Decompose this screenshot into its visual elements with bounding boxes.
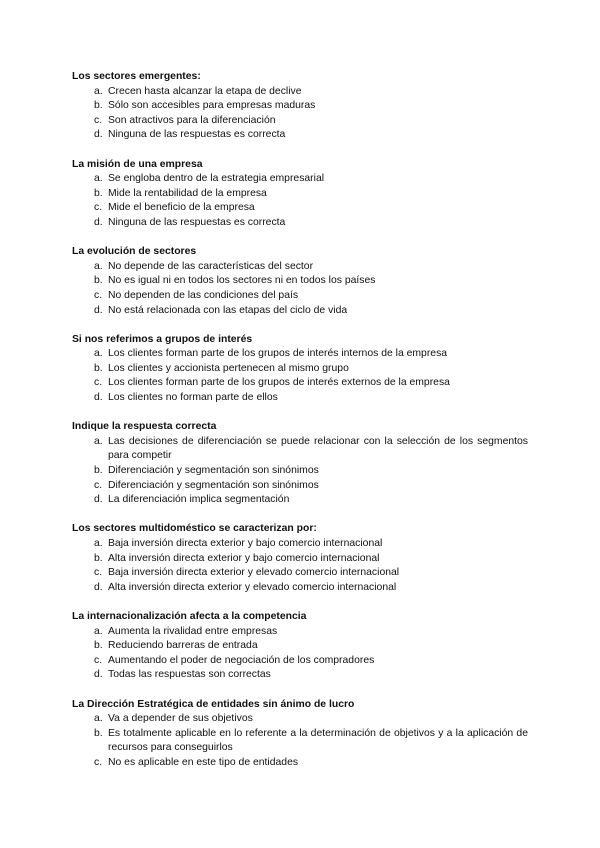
option-letter: c. [94, 756, 103, 768]
option-text: Es totalmente aplicable en lo referente a la determinación de objetivos y a la aplicación de recursos para conseguirlos [108, 727, 528, 754]
options-list [72, 347, 528, 405]
option-letter: c. [94, 479, 103, 491]
option-item [72, 201, 528, 216]
option-letter: c. [94, 654, 103, 666]
option-text: No es igual ni en todos los sectores ni en todos los países [108, 275, 376, 287]
option-item [72, 727, 528, 756]
option-item [72, 479, 528, 494]
option-item [72, 347, 528, 362]
question-title: La internacionalización afecta a la competencia [72, 610, 307, 622]
option-item [72, 114, 528, 129]
question-6 [72, 522, 528, 595]
option-item [72, 376, 528, 391]
option-item [72, 274, 528, 289]
option-text: Mide la rentabilidad de la empresa [108, 187, 267, 199]
question-3 [72, 245, 528, 318]
option-letter: b. [94, 552, 103, 564]
option-item [72, 99, 528, 114]
option-item [72, 756, 528, 771]
option-letter: b. [94, 275, 103, 287]
option-letter: c. [94, 567, 103, 579]
question-2 [72, 158, 528, 231]
option-text: Mide el beneficio de la empresa [108, 202, 255, 214]
option-letter: a. [94, 348, 103, 360]
option-item [72, 362, 528, 377]
question-title: Los sectores multidoméstico se caracterizan por: [72, 523, 317, 535]
option-letter: d. [94, 669, 103, 681]
option-text: Los clientes no forman parte de ellos [108, 392, 278, 404]
option-letter: b. [94, 640, 103, 652]
options-list [72, 625, 528, 683]
option-text: Reduciendo barreras de entrada [108, 640, 258, 652]
option-item [72, 128, 528, 143]
option-text: Los clientes forman parte de los grupos de interés externos de la empresa [108, 377, 450, 389]
option-text: Son atractivos para la diferenciación [108, 114, 276, 126]
option-item [72, 639, 528, 654]
question-title: Los sectores emergentes: [72, 71, 201, 82]
question-title: La misión de una empresa [72, 158, 203, 170]
option-letter: d. [94, 392, 103, 404]
option-text: Baja inversión directa exterior y bajo comercio internacional [108, 538, 383, 549]
option-text: Los clientes y accionista pertenecen al mismo grupo [108, 362, 349, 374]
option-letter: c. [94, 289, 103, 301]
option-text: Los clientes forman parte de los grupos de interés internos de la empresa [108, 348, 448, 360]
question-4 [72, 333, 528, 406]
option-text: Ninguna de las respuestas es correcta [108, 129, 286, 141]
options-list [72, 260, 528, 318]
options-list [72, 172, 528, 230]
options-list [72, 712, 528, 770]
options-list [72, 85, 528, 143]
option-text: Alta inversión directa exterior y bajo comercio internacional [108, 552, 380, 564]
option-text: Sólo son accesibles para empresas maduras [108, 100, 316, 112]
option-item [72, 625, 528, 640]
option-item [72, 289, 528, 304]
option-letter: b. [94, 187, 103, 199]
option-text: Baja inversión directa exterior y elevado comercio internacional [108, 567, 400, 579]
option-text: Se engloba dentro de la estrategia empresarial [108, 173, 325, 185]
option-letter: a. [94, 538, 103, 549]
quiz-document [72, 70, 528, 785]
option-text: Diferenciación y segmentación son sinónimos [108, 479, 319, 491]
option-item [72, 260, 528, 275]
option-item [72, 435, 528, 464]
option-text: No depende de las características del sector [108, 260, 314, 272]
option-letter: a. [94, 435, 103, 447]
options-list [72, 435, 528, 508]
option-letter: a. [94, 85, 103, 97]
options-list [72, 537, 528, 595]
option-text: Va a depender de sus objetivos [108, 713, 253, 725]
option-text: No está relacionada con las etapas del ciclo de vida [108, 304, 348, 316]
option-letter: d. [94, 581, 103, 593]
option-letter: d. [94, 304, 103, 316]
option-letter: b. [94, 465, 103, 477]
question-8 [72, 698, 528, 771]
option-item [72, 712, 528, 727]
option-text: No es aplicable en este tipo de entidades [108, 756, 299, 768]
option-item [72, 85, 528, 100]
option-letter: b. [94, 362, 103, 374]
option-letter: a. [94, 713, 103, 725]
option-item [72, 654, 528, 669]
question-7 [72, 610, 528, 683]
option-item [72, 552, 528, 567]
option-item [72, 304, 528, 319]
option-text: Crecen hasta alcanzar la etapa de declive [108, 85, 302, 97]
option-text: No dependen de las condiciones del país [108, 289, 299, 301]
option-text: Aumenta la rivalidad entre empresas [108, 625, 278, 637]
option-letter: d. [94, 494, 103, 506]
option-letter: c. [94, 114, 103, 126]
option-letter: d. [94, 216, 103, 228]
question-title: Indique la respuesta correcta [72, 421, 217, 433]
option-text: Diferenciación y segmentación son sinónimos [108, 465, 319, 477]
option-text: Todas las respuestas son correctas [108, 669, 271, 681]
option-letter: c. [94, 377, 103, 389]
option-text: Las decisiones de diferenciación se puede relacionar con la selección de los segmentos para competir [108, 435, 528, 462]
option-item [72, 537, 528, 552]
option-letter: a. [94, 260, 103, 272]
option-item [72, 668, 528, 683]
option-letter: c. [94, 202, 103, 214]
option-letter: a. [94, 625, 103, 637]
option-letter: d. [94, 129, 103, 141]
option-item [72, 464, 528, 479]
question-1 [72, 70, 528, 143]
option-letter: b. [94, 727, 103, 739]
question-title: Si nos referimos a grupos de interés [72, 333, 253, 345]
question-title: La Dirección Estratégica de entidades sin ánimo de lucro [72, 698, 355, 710]
option-text: La diferenciación implica segmentación [108, 494, 290, 506]
option-item [72, 172, 528, 187]
option-text: Ninguna de las respuestas es correcta [108, 216, 286, 228]
option-item [72, 216, 528, 231]
option-item [72, 391, 528, 406]
option-item [72, 493, 528, 508]
option-letter: a. [94, 173, 103, 185]
option-text: Alta inversión directa exterior y elevado comercio internacional [108, 581, 397, 593]
question-title: La evolución de sectores [72, 246, 197, 258]
question-5 [72, 420, 528, 508]
option-letter: b. [94, 100, 103, 112]
option-item [72, 581, 528, 596]
option-item [72, 187, 528, 202]
option-text: Aumentando el poder de negociación de los compradores [108, 654, 375, 666]
option-item [72, 566, 528, 581]
